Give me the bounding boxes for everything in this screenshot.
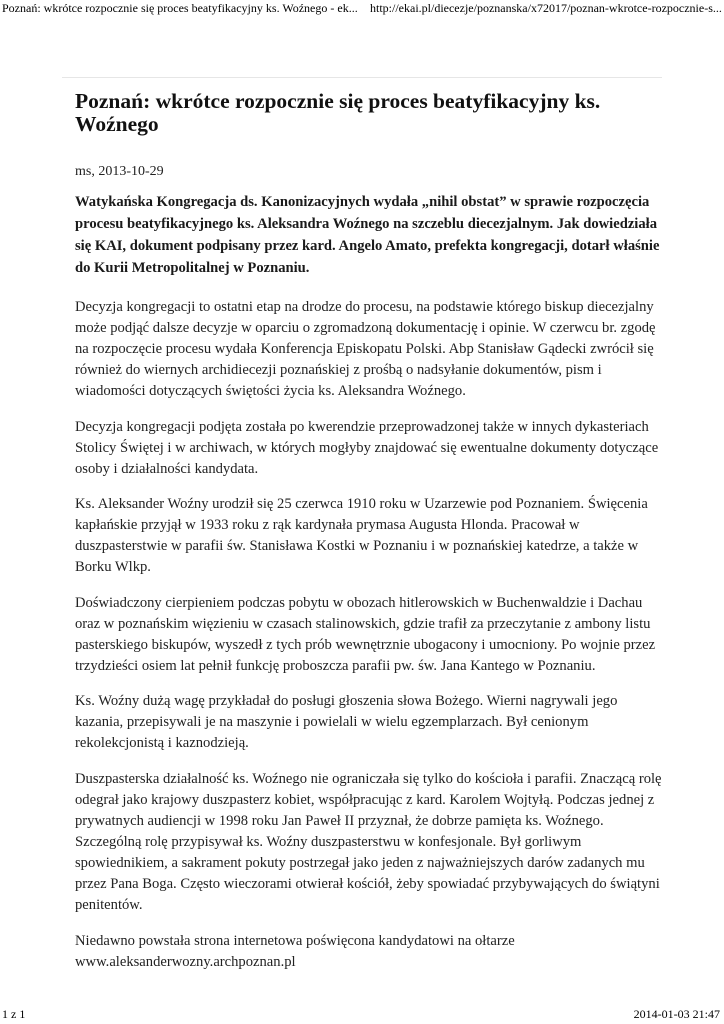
article-lead: Watykańska Kongregacja ds. Kanonizacyjnych wydała „nihil obstat” w sprawie rozpoczęcia procesu beatyfikacyjnego ks. Aleksandra Woźnego na szczeblu diecezjalnym. Jak dowiedziała się KAI, dokument podpisany przez kard. Angelo Amato, prefekta kongregacji, dotarł właśnie do Kurii Metropolitalnej w Poznaniu. <box>75 194 660 276</box>
article <box>75 90 665 987</box>
article-paragraph-3: Ks. Aleksander Woźny urodził się 25 czerwca 1910 roku w Uzarzewie pod Poznaniem. Święcenia kapłańskie przyjął w 1933 roku z rąk kardynała prymasa Augusta Hlonda. Pracował w duszpasterstwie w parafii św. Stanisława Kostki w Poznaniu i w poznańskiej katedrze, a także w Borku Wlkp. <box>75 496 648 576</box>
article-paragraph-7: Niedawno powstała strona internetowa poświęcona kandydatowi na ołtarze www.aleksanderwozny.archpoznan.pl <box>75 932 515 970</box>
article-byline: ms, 2013-10-29 <box>75 164 164 179</box>
print-header-title: Poznań: wkrótce rozpocznie się proces beatyfikacyjny ks. Woźnego - ek... <box>2 1 358 15</box>
article-paragraph-4: Doświadczony cierpieniem podczas pobytu w obozach hitlerowskich w Buchenwaldzie i Dachau oraz w poznańskim więzieniu w czasach stalinowskich, gdzie trafił za przeczytanie z ambony listu pasterskiego biskupów, wyszedł z tych prób wewnętrznie ubogacony i umocniony. Po wojnie przez trzydzieści osiem lat pełnił funkcję proboszcza parafii pw. św. Jana Kantego w Poznaniu. <box>75 594 656 674</box>
article-paragraph-5: Ks. Woźny dużą wagę przykładał do posługi głoszenia słowa Bożego. Wierni nagrywali jego kazania, przepisywali je na maszynie i powielali w wielu egzemplarzach. Był cenionym rekolekcjonistą i kaznodzieją. <box>75 693 618 752</box>
article-title: Poznań: wkrótce rozpocznie się proces beatyfikacyjny ks. Woźnego <box>75 89 601 136</box>
print-footer-page-counter: 1 z 1 <box>2 1007 26 1021</box>
print-header <box>0 0 724 20</box>
print-header-url: http://ekai.pl/diecezje/poznanska/x72017/poznan-wkrotce-rozpocznie-s... <box>370 1 722 15</box>
article-paragraph-6: Duszpasterska działalność ks. Woźnego nie ograniczała się tylko do kościoła i parafii. Znaczącą rolę odegrał jako krajowy duszpasterz kobiet, współpracując z kard. Karolem Wojtyłą. Podczas jednej z prywatnych audiencji w 1998 roku Jan Paweł II przyznał, że dobrze pamięta ks. Woźnego. Szczególną rolę przypisywał ks. Woźny duszpasterstwu w konfesjonale. Był gorliwym spowiednikiem, a sakrament pokuty postrzegał jako jeden z najważniejszych darów zadanych mu przez Pana Boga. Często wieczorami otwierał kościół, żeby spowiadać przybywających do świątyni penitentów. <box>75 770 662 913</box>
article-paragraph-1: Decyzja kongregacji to ostatni etap na drodze do procesu, na podstawie którego biskup diecezjalny może podjąć dalsze decyzje w oparciu o zgromadzoną dokumentację i opinie. W czerwcu br. zgodę na rozpoczęcie procesu wydała Konferencja Episkopatu Polski. Abp Stanisław Gądecki zwrócił się również do wiernych archidiecezji poznańskiej z prośbą o nadsyłanie dokumentów, pism i wiadomości dotyczących świętości życia ks. Aleksandra Woźnego. <box>75 299 656 399</box>
top-divider <box>62 77 662 78</box>
article-paragraph-2: Decyzja kongregacji podjęta została po kwerendzie przeprowadzonej także w innych dykasteriach Stolicy Świętej i w archiwach, w których mogłyby znajdować się ewentualne dokumenty dotyczące osoby i działalności kandydata. <box>75 418 659 477</box>
print-footer-timestamp: 2014-01-03 21:47 <box>633 1007 720 1021</box>
